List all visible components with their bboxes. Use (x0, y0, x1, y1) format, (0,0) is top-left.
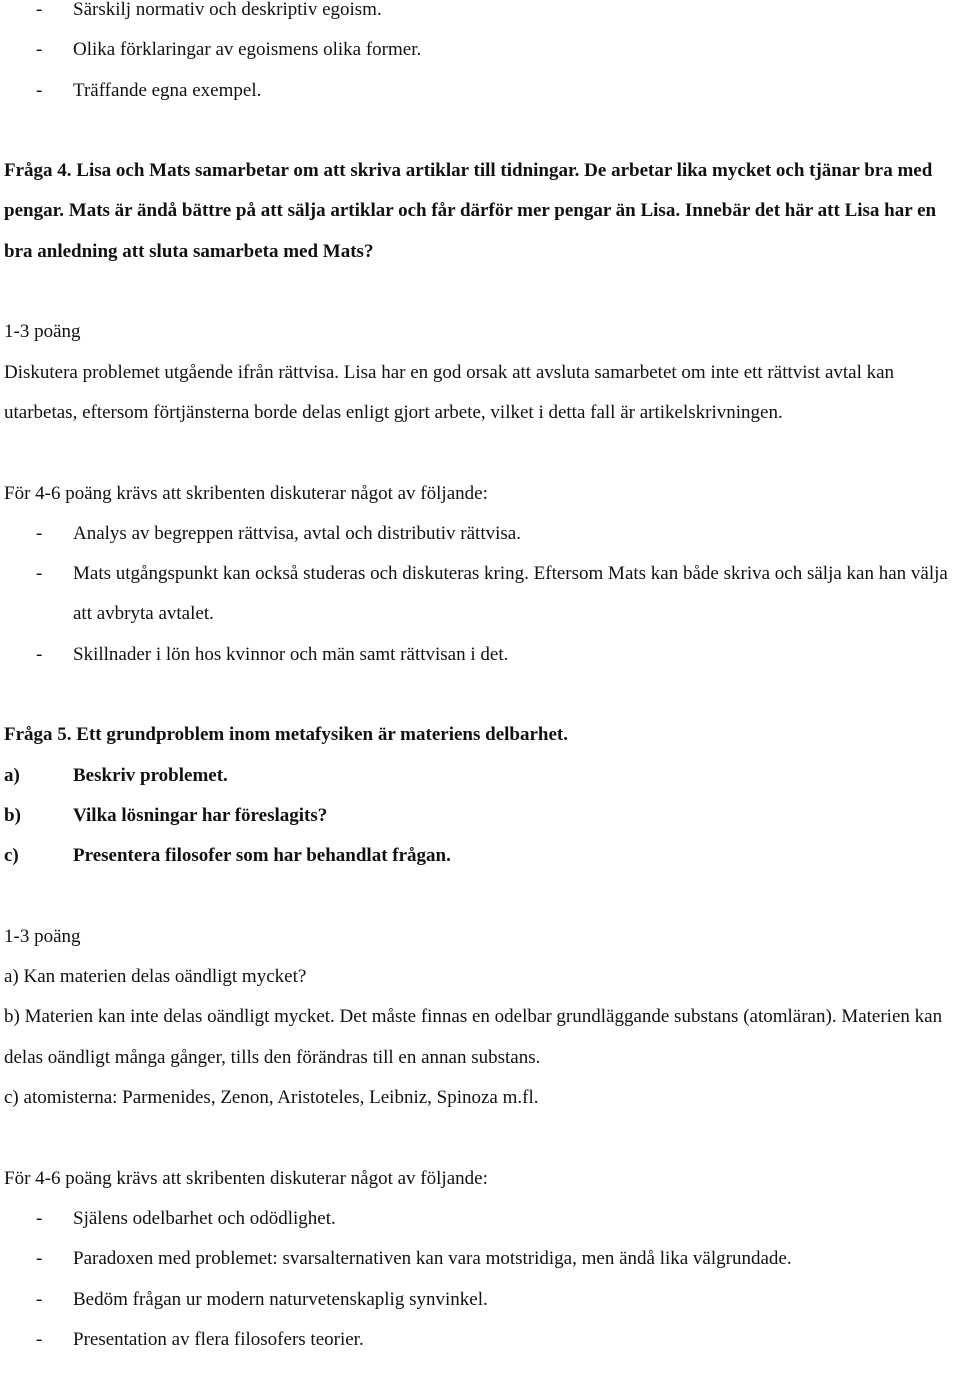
list-item-text: Särskilj normativ och deskriptiv egoism. (73, 0, 382, 20)
spacer (0, 675, 960, 715)
bullet-dash: - (36, 39, 43, 61)
subquestion-label: b) (4, 804, 21, 826)
list-item (0, 30, 960, 70)
answer-paragraph: Diskutera problemet utgående ifrån rättvisa. Lisa har en god orsak att avsluta samarbetet om inte ett rättvist avtal kan utarbetas, eftersom förtjänsterna borde delas enligt gjort arbete, vilket i detta fall är artikelskrivningen. (4, 361, 895, 423)
list-item (0, 635, 960, 675)
list-item (0, 514, 960, 554)
subquestion-label: c) (4, 845, 19, 867)
spacer (0, 1118, 960, 1158)
list-item (0, 1320, 960, 1360)
spacer (0, 433, 960, 473)
list-item (0, 1239, 960, 1279)
subquestion (0, 756, 960, 796)
list-item-text: Bedöm frågan ur modern naturvetenskaplig synvinkel. (73, 1288, 488, 1310)
question-5: Fråga 5. Ett grundproblem inom metafysiken är materiens delbarhet. (4, 724, 568, 746)
list-item-text: Presentation av flera filosofers teorier. (73, 1328, 364, 1350)
bullet-dash: - (36, 563, 43, 585)
points-label: 1-3 poäng (4, 321, 81, 343)
list-item-text: Analys av begreppen rättvisa, avtal och distributiv rättvisa. (73, 522, 521, 544)
list-item-text: Själens odelbarhet och odödlighet. (73, 1207, 336, 1229)
answer-line: c) atomisterna: Parmenides, Zenon, Aristoteles, Leibniz, Spinoza m.fl. (4, 1087, 539, 1109)
subquestion-label: a) (4, 764, 20, 786)
list-item (0, 1199, 960, 1239)
subquestion-text: Vilka lösningar har föreslagits? (73, 804, 328, 826)
subquestion (0, 836, 960, 876)
list-item (0, 1280, 960, 1320)
bullet-dash: - (36, 1248, 43, 1270)
points-intro: För 4-6 poäng krävs att skribenten diskuterar något av följande: (4, 1167, 488, 1189)
list-item-text: Träffande egna exempel. (73, 79, 262, 101)
list-item-text: Paradoxen med problemet: svarsalternativen kan vara motstridiga, men ändå lika välgrundade. (73, 1248, 792, 1270)
subquestion (0, 796, 960, 836)
spacer (0, 111, 960, 151)
points-label: 1-3 poäng (4, 925, 81, 947)
list-item (0, 0, 960, 30)
list-item (0, 554, 960, 635)
bullet-dash: - (36, 0, 43, 20)
points-intro: För 4-6 poäng krävs att skribenten diskuterar något av följande: (4, 482, 488, 504)
bullet-dash: - (36, 643, 43, 665)
spacer (0, 877, 960, 917)
bullet-dash: - (36, 79, 43, 101)
list-item-text: Mats utgångspunkt kan också studeras och diskuteras kring. Eftersom Mats kan både skriva och sälja kan han välja att avbryta avtalet. (73, 563, 948, 625)
bullet-dash: - (36, 1328, 43, 1350)
spacer (0, 272, 960, 312)
bullet-dash: - (36, 522, 43, 544)
answer-line: a) Kan materien delas oändligt mycket? (4, 966, 307, 988)
subquestion-text: Beskriv problemet. (73, 764, 228, 786)
subquestion-text: Presentera filosofer som har behandlat frågan. (73, 845, 451, 867)
list-item-text: Olika förklaringar av egoismens olika former. (73, 39, 422, 61)
list-item-text: Skillnader i lön hos kvinnor och män samt rättvisan i det. (73, 643, 509, 665)
bullet-dash: - (36, 1207, 43, 1229)
answer-line: b) Materien kan inte delas oändligt mycket. Det måste finnas en odelbar grundläggande substans (atomläran). Materien kan delas oändligt många gånger, tills den förändras till en annan substans. (4, 1006, 943, 1068)
list-item (0, 71, 960, 111)
bullet-dash: - (36, 1288, 43, 1310)
question-4: Fråga 4. Lisa och Mats samarbetar om att skriva artiklar till tidningar. De arbetar lika mycket och tjänar bra med pengar. Mats är ändå bättre på att sälja artiklar och får därför mer pengar än Lisa. Innebär det här att Lisa har en bra anledning att sluta samarbeta med Mats? (4, 160, 937, 262)
